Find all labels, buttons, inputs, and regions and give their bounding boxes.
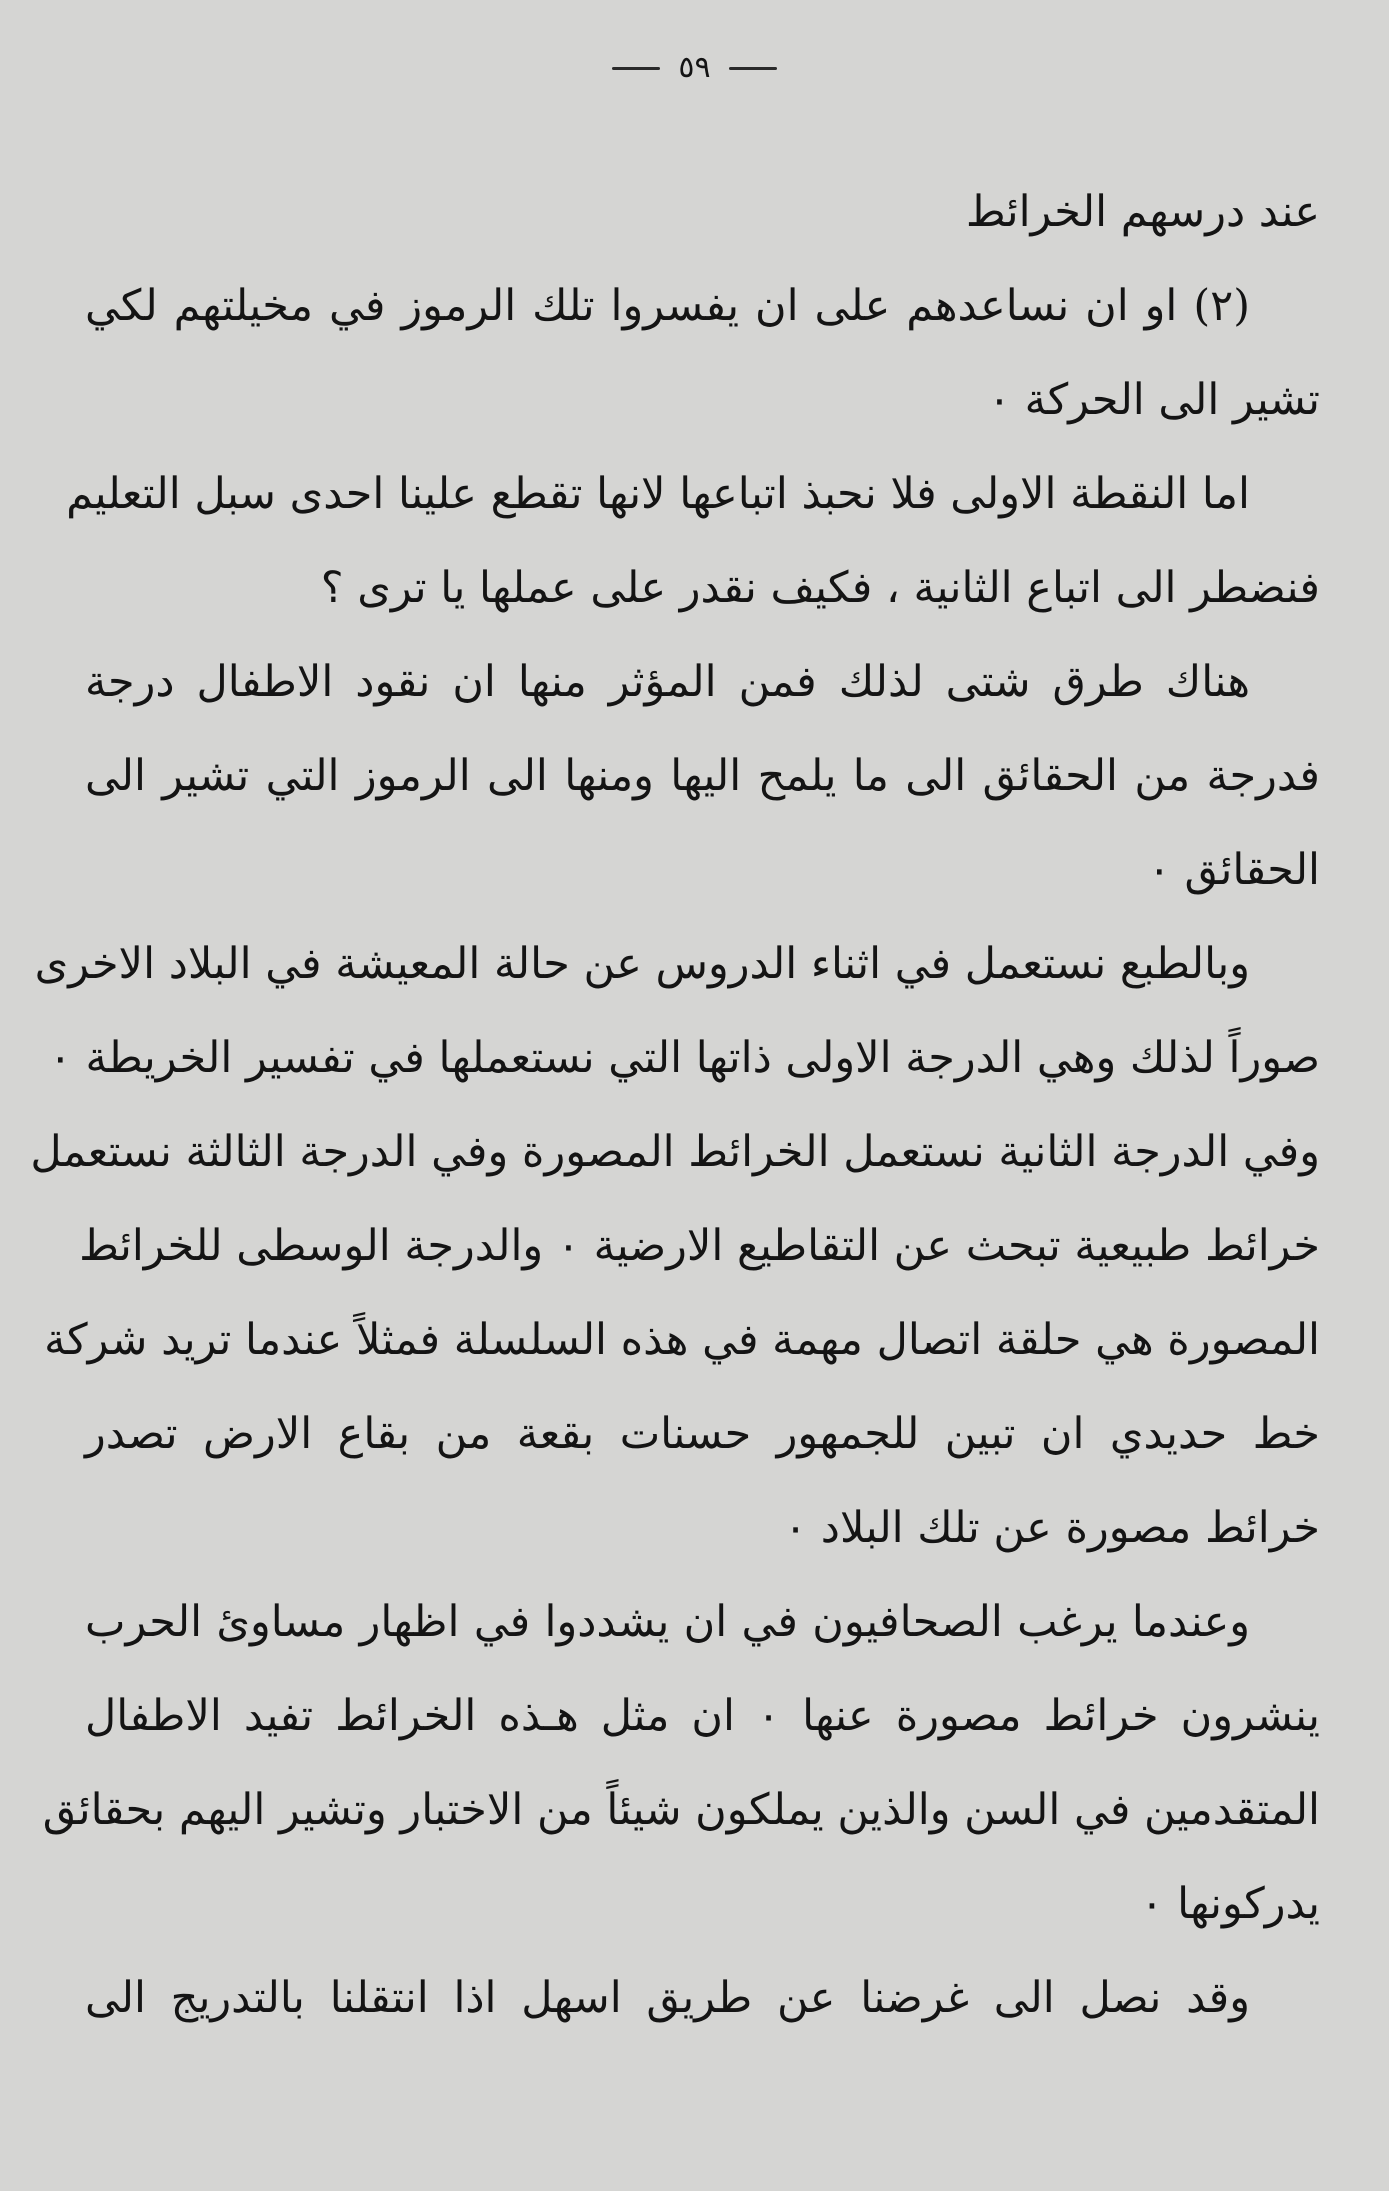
text-line: ينشرون خرائط مصورة عنها ٠ ان مثل هـذه الخرائط تفيد الاطفال <box>85 1691 1320 1741</box>
text-line: صوراً لذلك وهي الدرجة الاولى ذاتها التي نستعملها في تفسير الخريطة ٠ <box>48 1033 1320 1083</box>
page-number: ٥٩ <box>678 50 711 85</box>
page-header <box>0 48 1389 88</box>
text-line: عند درسهم الخرائط <box>965 187 1320 237</box>
text-line: خرائط مصورة عن تلك البلاد ٠ <box>784 1503 1320 1553</box>
text-line: يدركونها ٠ <box>1140 1879 1320 1929</box>
text-line: فدرجة من الحقائق الى ما يلمح اليها ومنها الى الرموز التي تشير الى <box>85 751 1320 801</box>
text-line: خرائط طبيعية تبحث عن التقاطيع الارضية ٠ والدرجة الوسطى للخرائط <box>79 1221 1320 1271</box>
text-line: تشير الى الحركة ٠ <box>987 375 1320 425</box>
text-line: خط حديدي ان تبين للجمهور حسنات بقعة من بقاع الارض تصدر <box>85 1409 1320 1459</box>
text-line: (٢) او ان نساعدهم على ان يفسروا تلك الرموز في مخيلتهم لكي <box>85 281 1250 331</box>
header-rule-left <box>612 67 660 70</box>
text-line: فنضطر الى اتباع الثانية ، فكيف نقدر على عملها يا ترى ؟ <box>320 563 1320 613</box>
text-line: اما النقطة الاولى فلا نحبذ اتباعها لانها تقطع علينا احدى سبل التعليم <box>66 469 1250 519</box>
text-line: هناك طرق شتى لذلك فمن المؤثر منها ان نقود الاطفال درجة <box>85 657 1250 707</box>
text-line: المصورة هي حلقة اتصال مهمة في هذه السلسلة فمثلاً عندما تريد شركة <box>44 1315 1320 1365</box>
header-rule-right <box>729 67 777 70</box>
body-text <box>30 165 1320 2045</box>
text-line: المتقدمين في السن والذين يملكون شيئاً من الاختبار وتشير اليهم بحقائق <box>42 1785 1320 1835</box>
text-line: وبالطبع نستعمل في اثناء الدروس عن حالة المعيشة في البلاد الاخرى <box>34 939 1250 989</box>
text-line: وعندما يرغب الصحافيون في ان يشددوا في اظهار مساوئ الحرب <box>85 1597 1250 1647</box>
text-line: الحقائق ٠ <box>1147 845 1320 895</box>
text-line: وقد نصل الى غرضنا عن طريق اسهل اذا انتقلنا بالتدريج الى <box>85 1973 1250 2023</box>
text-line: وفي الدرجة الثانية نستعمل الخرائط المصورة وفي الدرجة الثالثة نستعمل <box>30 1127 1320 1177</box>
